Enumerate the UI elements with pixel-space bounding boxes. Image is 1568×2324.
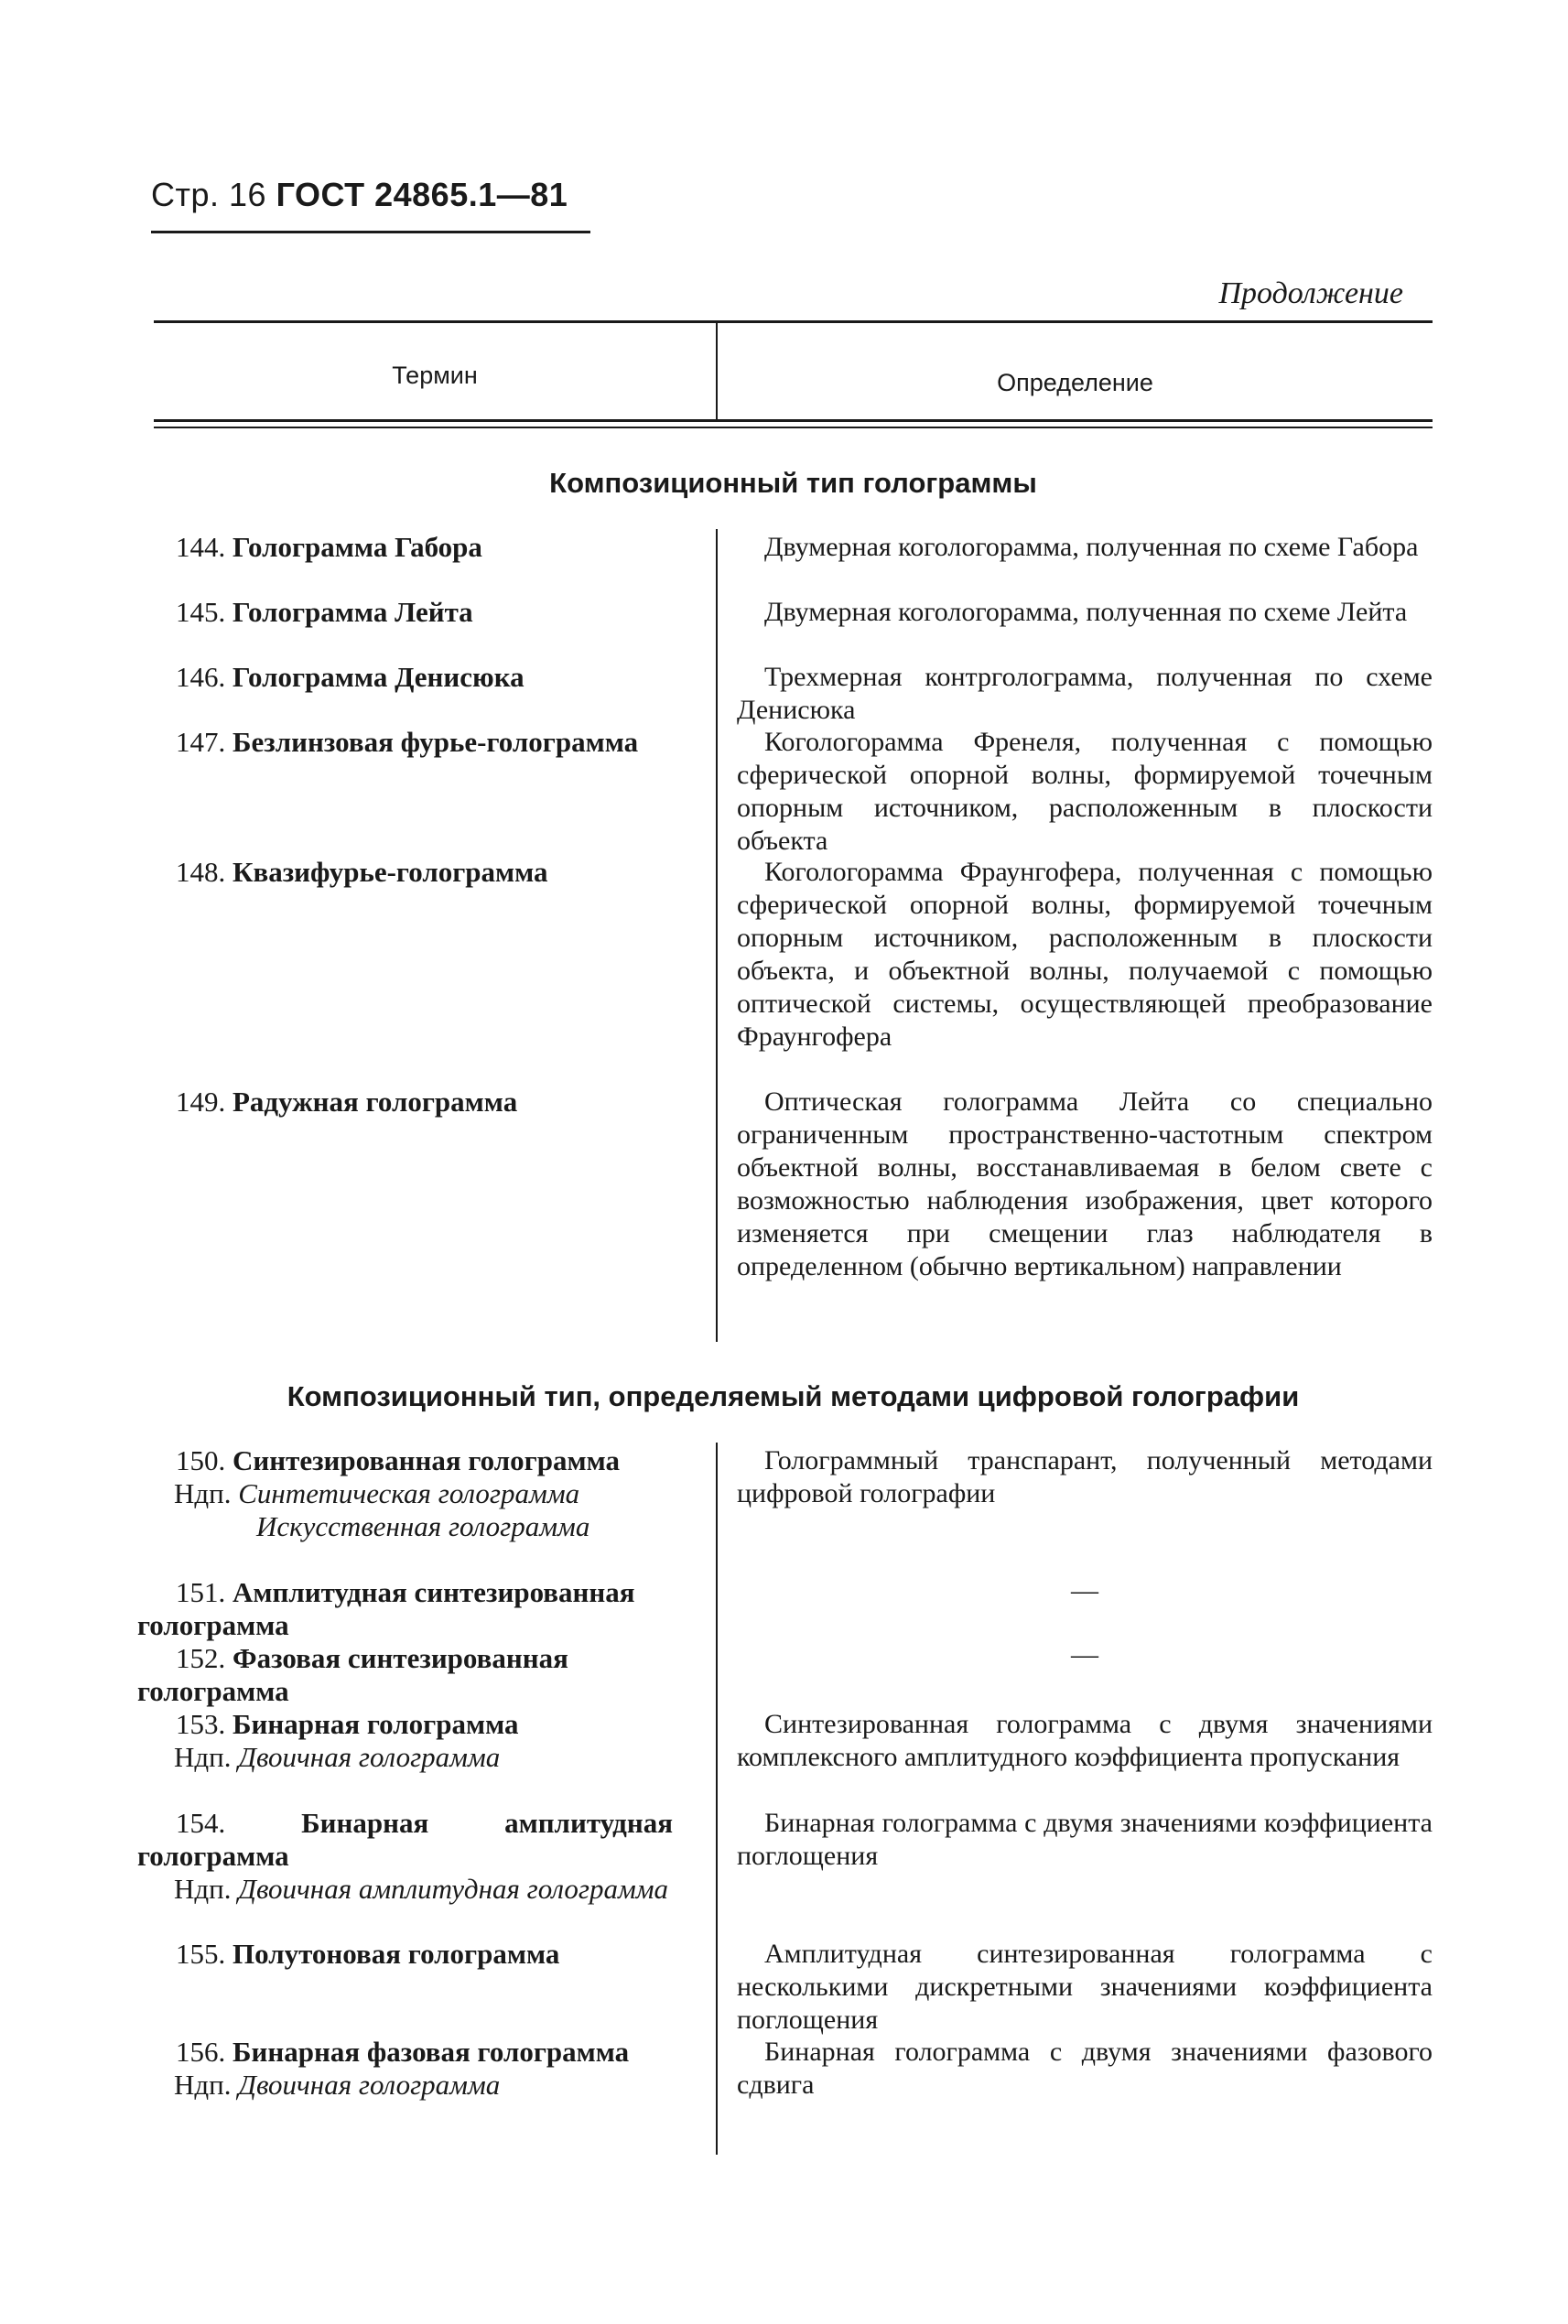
term-152: 152. Фазовая синтезированная голограмма [137,1642,568,1707]
column-header-term: Термин [392,362,478,389]
definition-151: — [1071,1575,1098,1605]
term-147: 147. Безлинзовая фурье-голограмма [176,726,639,758]
header-rule-2 [154,427,1433,428]
ndp-154: Ндп. Двоичная амплитудная голограмма [174,1873,669,1905]
ndp-156: Ндп. Двоичная голограмма [174,2069,501,2101]
term-155: 155. Полутоновая голограмма [176,1938,560,1970]
definition-147: Когологорамма Френеля, полученная с помощью сферической опорной волны, формируемой точечным опорным источником, расположенным в плоскости объекта [737,727,1433,856]
definition-153: Синтезированная голограмма с двумя значениями комплексного амплитудного коэффициента пропускания [737,1709,1433,1772]
definition-149: Оптическая голограмма Лейта со специально ограниченным пространственно-частотным спектром объектной волны, восстанавливаемая в белом свете с возможностью наблюдения изображения, цвет которого изменяется при смещении глаз наблюдателя в определенном (обычно вертикальном) направлении [737,1086,1433,1281]
column-divider [716,529,718,1342]
continuation-label: Продолжение [1218,276,1403,310]
header-rule [151,231,590,233]
definition-145: Двумерная когологорамма, полученная по схеме Лейта [764,597,1408,627]
ndp-153: Ндп. Двоичная голограмма [174,1741,501,1773]
definition-150: Голограммный транспарант, полученный методами цифровой голографии [737,1445,1433,1508]
definition-152: — [1071,1639,1098,1670]
definition-144: Двумерная когологорамма, полученная по схеме Габора [764,532,1419,562]
definition-156: Бинарная голограмма с двумя значениями фазового сдвига [737,2037,1433,2100]
term-146: 146. Голограмма Денисюка [176,661,524,693]
column-header-definition: Определение [997,369,1153,396]
standard-code: ГОСТ 24865.1—81 [276,176,568,213]
section-title: Композиционный тип, определяемый методами цифровой голографии [287,1380,1300,1412]
definition-154: Бинарная голограмма с двумя значениями коэффициента поглощения [737,1808,1433,1871]
term-151: 151. Амплитудная синтезированная голограмма [137,1576,635,1641]
term-153: 153. Бинарная голограмма Ндп. Двоичная голограмма [137,1708,673,1774]
term-156: 156. Бинарная фазовая голограмма Ндп. Двоичная голограмма [137,2036,673,2102]
ndp-150: Ндп. Синтетическая голограмма Искусственная голограмма [174,1477,590,1542]
section-title: Композиционный тип голограммы [549,467,1037,499]
term-145: 145. Голограмма Лейта [176,596,473,628]
definition-146: Трехмерная контрголограмма, полученная по схеме Денисюка [737,662,1433,725]
definition-155: Амплитудная синтезированная голограмма с несколькими дискретными значениями коэффициента поглощения [737,1939,1433,2035]
term-150: 150. Синтезированная голограмма Ндп. Синтетическая голограмма Искусственная голограмма [137,1444,673,1543]
term-148: 148. Квазифурье-голограмма [176,856,548,888]
header-rule-1 [154,419,1433,422]
table-top-rule [154,320,1433,323]
term-149: 149. Радужная голограмма [176,1086,518,1118]
page-number: Стр. 16 [151,176,267,213]
page-header [151,176,568,214]
term-144: 144. Голограмма Габора [176,531,482,563]
column-divider [716,1443,718,2155]
definition-148: Когологорамма Фраунгофера, полученная с помощью сферической опорной волны, формируемой точечным опорным источником, расположенным в плоскости объекта, и объектной волны, получаемой с помощью оптической системы, осуществляющей преобразование Фраунгофера [737,857,1433,1052]
term-154: 154. Бинарная амплитудная голограмма Ндп. Двоичная амплитудная голограмма [137,1807,673,1905]
